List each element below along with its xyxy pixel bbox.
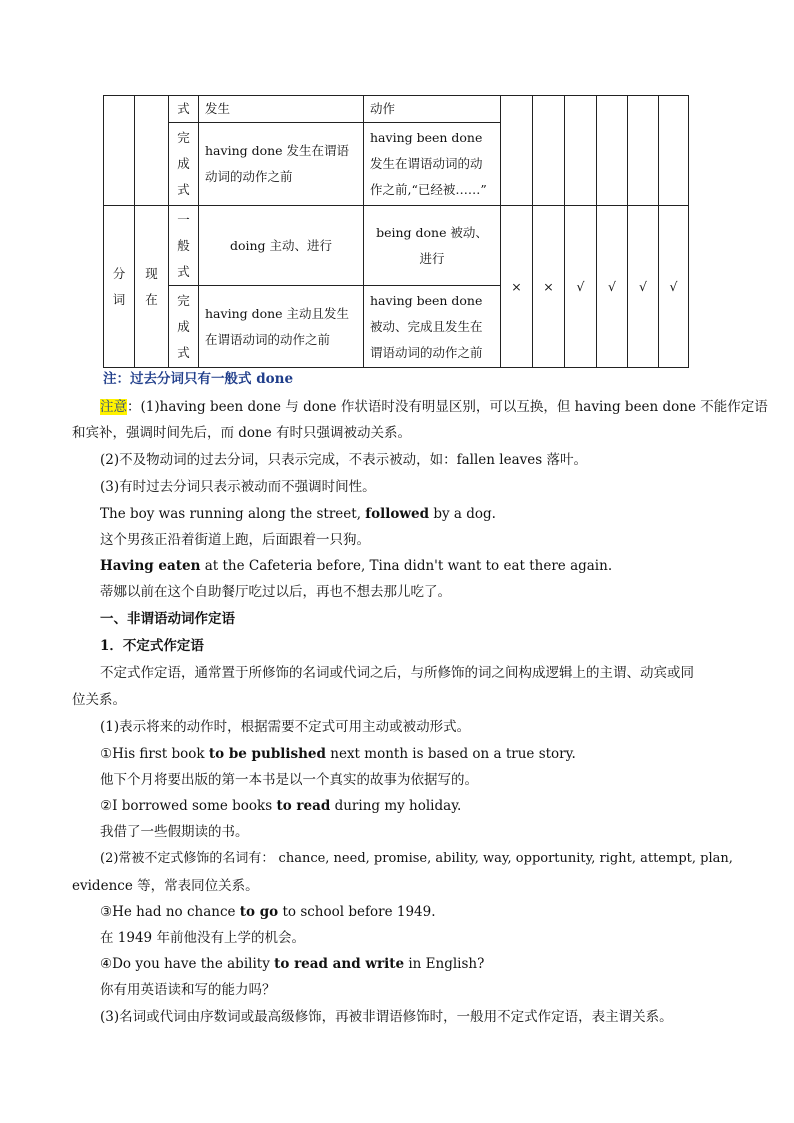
attention-line: 注意：(1)having been done 与 done 作状语时没有明显区别，可以互换，但 having been done 不能作定语 bbox=[100, 399, 768, 415]
cell-mark: × bbox=[533, 206, 565, 368]
example-en: The boy was running along the street, followed by a dog. bbox=[100, 506, 496, 522]
cell-mark: × bbox=[501, 206, 533, 368]
example-cn: 他下个月将要出版的第一本书是以一个真实的故事为依据写的。 bbox=[100, 772, 478, 788]
example-cn: 我借了一些假期读的书。 bbox=[100, 824, 249, 840]
paragraph: evidence 等，常表同位关系。 bbox=[72, 878, 259, 894]
cell-mark bbox=[501, 96, 533, 206]
paragraph: 位关系。 bbox=[72, 692, 126, 708]
paragraph: 不定式作定语，通常置于所修饰的名词或代词之后，与所修饰的词之间构成逻辑上的主谓、动宾或同 bbox=[100, 665, 694, 681]
cell-mark bbox=[565, 96, 597, 206]
cell-passive: having been done 被动、完成且发生在谓语动词的动作之前 bbox=[364, 286, 501, 368]
cell-active: having done 主动且发生在谓语动词的动作之前 bbox=[199, 286, 364, 368]
example-cn: 蒂娜以前在这个自助餐厅吃过以后，再也不想去那儿吃了。 bbox=[100, 584, 451, 600]
grammar-table bbox=[103, 95, 689, 368]
cell-mark bbox=[628, 96, 659, 206]
cell-participle: 分 词 bbox=[104, 206, 135, 368]
cell-mark: √ bbox=[628, 206, 659, 368]
paragraph: 和宾补，强调时间先后，而 done 有时只强调被动关系。 bbox=[72, 425, 412, 441]
example-en: ③He had no chance to go to school before 1949. bbox=[100, 904, 436, 920]
attention-label: 注意 bbox=[100, 399, 127, 415]
cell-active: 发生 bbox=[199, 96, 364, 123]
paragraph: (2)不及物动词的过去分词，只表示完成，不表示被动，如：fallen leaves 落叶。 bbox=[100, 452, 587, 468]
cell-mark: √ bbox=[597, 206, 628, 368]
cell-mark: √ bbox=[565, 206, 597, 368]
cell-empty bbox=[104, 96, 135, 206]
cell-mark bbox=[533, 96, 565, 206]
note: 注：过去分词只有一般式 done bbox=[103, 371, 294, 387]
example-en: ①His first book to be published next month is based on a true story. bbox=[100, 746, 576, 762]
cell-form: 式 bbox=[169, 96, 199, 123]
cell-form: 完 成 式 bbox=[169, 123, 199, 206]
example-en: ②I borrowed some books to read during my holiday. bbox=[100, 798, 462, 814]
cell-passive: being done 被动、进行 bbox=[364, 206, 501, 286]
cell-mark: √ bbox=[659, 206, 689, 368]
cell-empty bbox=[135, 96, 169, 206]
cell-form: 完 成 式 bbox=[169, 286, 199, 368]
cell-mark bbox=[597, 96, 628, 206]
cell-passive: 动作 bbox=[364, 96, 501, 123]
cell-mark bbox=[659, 96, 689, 206]
example-cn: 你有用英语读和写的能力吗？ bbox=[100, 982, 276, 998]
example-en: ④Do you have the ability to read and write in English? bbox=[100, 956, 485, 972]
paragraph: (3)有时过去分词只表示被动而不强调时间性。 bbox=[100, 479, 376, 495]
subsection-heading: 1．不定式作定语 bbox=[100, 638, 204, 654]
cell-present: 现 在 bbox=[135, 206, 169, 368]
cell-passive: having been done 发生在谓语动词的动作之前,“已经被……” bbox=[364, 123, 501, 206]
example-cn: 在 1949 年前他没有上学的机会。 bbox=[100, 930, 305, 946]
example-en: Having eaten at the Cafeteria before, Tina didn't want to eat there again. bbox=[100, 558, 613, 574]
section-heading: 一、非谓语动词作定语 bbox=[100, 611, 235, 627]
cell-form: 一 般 式 bbox=[169, 206, 199, 286]
example-cn: 这个男孩正沿着街道上跑，后面跟着一只狗。 bbox=[100, 532, 370, 548]
paragraph: (1)表示将来的动作时，根据需要不定式可用主动或被动形式。 bbox=[100, 719, 471, 735]
cell-active: having done 发生在谓语动词的动作之前 bbox=[199, 123, 364, 206]
paragraph: (3)名词或代词由序数词或最高级修饰，再被非谓语修饰时，一般用不定式作定语，表主谓关系。 bbox=[100, 1009, 673, 1025]
cell-active: doing 主动、进行 bbox=[199, 206, 364, 286]
paragraph: (2)常被不定式修饰的名词有： chance, need, promise, ability, way, opportunity, right, attempt, plan, bbox=[100, 851, 733, 866]
